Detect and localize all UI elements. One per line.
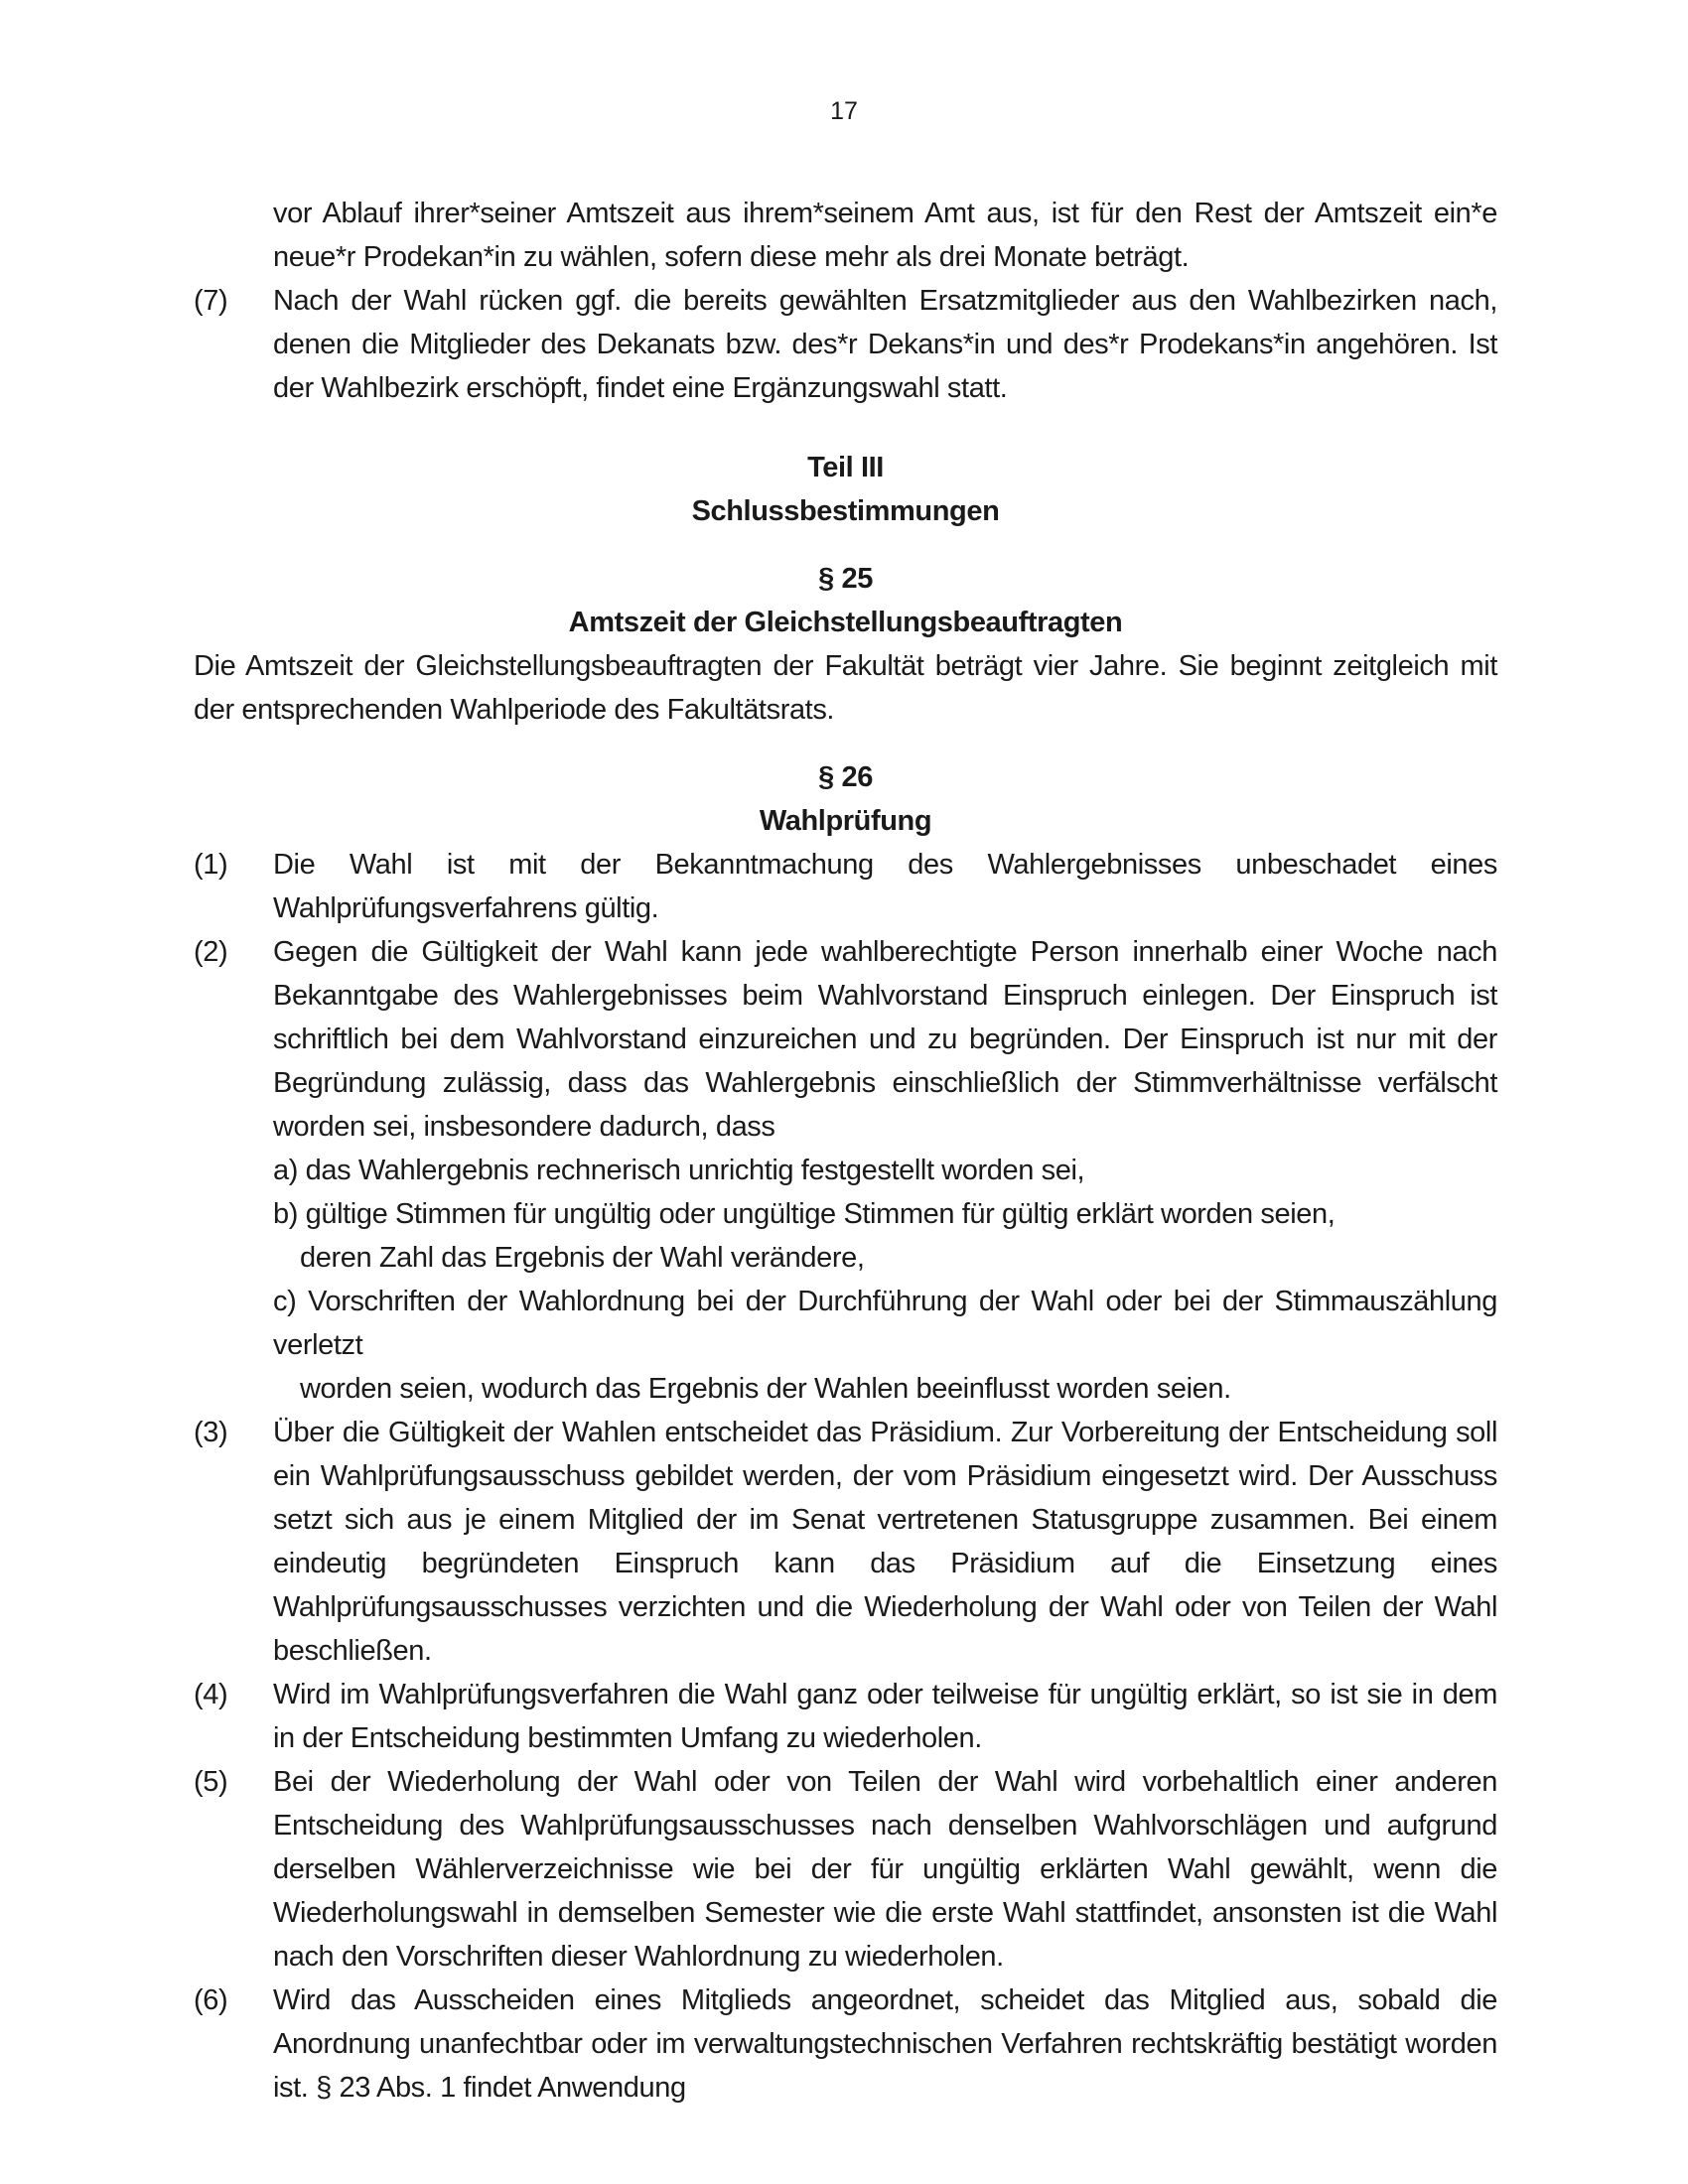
paragraph-number: (2) <box>194 936 228 968</box>
paragraph-7-previous <box>194 279 1497 410</box>
paragraph-number: (1) <box>194 849 228 881</box>
document-body <box>194 192 1497 2110</box>
sub-item-a: a) das Wahlergebnis rechnerisch unrichtig festgestellt worden sei, <box>273 1155 1085 1186</box>
part-title: Teil III <box>807 452 884 483</box>
sub-item-c-continuation: worden seien, wodurch das Ergebnis der Wahlen beeinflusst worden seien. <box>300 1373 1231 1405</box>
paragraph-number: (3) <box>194 1417 228 1448</box>
paragraph-text: Die Wahl ist mit der Bekanntmachung des Wahlergebnisses unbeschadet eines Wahlprüfungsverfahrens gültig. <box>273 849 1497 924</box>
paragraph-number: (7) <box>194 285 228 317</box>
paragraph-text: Wird im Wahlprüfungsverfahren die Wahl ganz oder teilweise für ungültig erklärt, so ist sie in dem in der Entscheidung bestimmten Umfang zu wiederholen. <box>273 1679 1497 1754</box>
section-26-title: Wahlprüfung <box>759 805 932 837</box>
paragraph-body <box>273 930 1497 1411</box>
paragraph-2 <box>194 930 1497 1411</box>
sub-item-b: b) gültige Stimmen für ungültig oder ungültige Stimmen für gültig erklärt worden seien, <box>273 1198 1336 1230</box>
paragraph-1 <box>194 843 1497 930</box>
part-subtitle: Schlussbestimmungen <box>691 495 1000 527</box>
continuation-text: vor Ablauf ihrer*seiner Amtszeit aus ihrem*seinem Amt aus, ist für den Rest der Amtszeit ein*e neue*r Prodekan*in zu wählen, sofern diese mehr als drei Monate beträgt. <box>273 198 1497 273</box>
paragraph-6 <box>194 1979 1497 2110</box>
paragraph-3 <box>194 1411 1497 1673</box>
paragraph-text: Wird das Ausscheiden eines Mitglieds angeordnet, scheidet das Mitglied aus, sobald die Anordnung unanfechtbar oder im verwaltungstechnischen Verfahren rechtskräftig bestätigt worden ist. § 23 Abs. 1 findet Anwendung <box>273 1984 1497 2104</box>
section-26-number: § 26 <box>818 761 873 793</box>
sub-item-c: c) Vorschriften der Wahlordnung bei der Durchführung der Wahl oder bei der Stimmauszählung verletzt <box>273 1286 1497 1361</box>
paragraph-text: Gegen die Gültigkeit der Wahl kann jede wahlberechtigte Person innerhalb einer Woche nach Bekanntgabe des Wahlergebnisses beim Wahlvorstand Einspruch einlegen. Der Einspruch ist schriftlich bei dem Wahlvorstand einzureichen und zu begründen. Der Einspruch ist nur mit der Begründung zulässig, dass das Wahlergebnis einschließlich der Stimmverhältnisse verfälscht worden sei, insbesondere dadurch, dass <box>273 936 1497 1143</box>
section-25-text: Die Amtszeit der Gleichstellungsbeauftragten der Fakultät beträgt vier Jahre. Sie beginnt zeitgleich mit der entsprechenden Wahlperiode des Fakultätsrats. <box>194 650 1497 726</box>
page-number: 17 <box>830 97 858 125</box>
sub-item-b-continuation: deren Zahl das Ergebnis der Wahl verändere, <box>300 1242 865 1274</box>
paragraph-text: Bei der Wiederholung der Wahl oder von Teilen der Wahl wird vorbehaltlich einer anderen Entscheidung des Wahlprüfungsausschusses nach denselben Wahlvorschlägen und aufgrund derselben Wählerverzeichnisse wie bei der für ungültig erklärten Wahl gewählt, wenn die Wiederholungswahl in demselben Semester wie die erste Wahl stattfindet, ansonsten ist die Wahl nach den Vorschriften dieser Wahlordnung zu wiederholen. <box>273 1766 1497 1973</box>
paragraph-text: Nach der Wahl rücken ggf. die bereits gewählten Ersatzmitglieder aus den Wahlbezirken nach, denen die Mitglieder des Dekanats bzw. des*r Dekans*in und des*r Prodekans*in angehören. Ist der Wahlbezirk erschöpft, findet eine Ergänzungswahl statt. <box>273 285 1497 404</box>
paragraph-number: (6) <box>194 1984 228 2016</box>
section-25-number: § 25 <box>818 563 873 595</box>
section-25-title: Amtszeit der Gleichstellungsbeauftragten <box>568 607 1123 638</box>
paragraph-text: Über die Gültigkeit der Wahlen entscheidet das Präsidium. Zur Vorbereitung der Entscheidung soll ein Wahlprüfungsausschuss gebildet werden, der vom Präsidium eingesetzt wird. Der Ausschuss setzt sich aus je einem Mitglied der im Senat vertretenen Statusgruppe zusammen. Bei einem eindeutig begründeten Einspruch kann das Präsidium auf die Einsetzung eines Wahlprüfungsausschusses verzichten und die Wiederholung der Wahl oder von Teilen der Wahl beschließen. <box>273 1417 1497 1667</box>
paragraph-5 <box>194 1760 1497 1979</box>
paragraph-number: (4) <box>194 1679 228 1710</box>
paragraph-number: (5) <box>194 1766 228 1798</box>
paragraph-4 <box>194 1673 1497 1760</box>
